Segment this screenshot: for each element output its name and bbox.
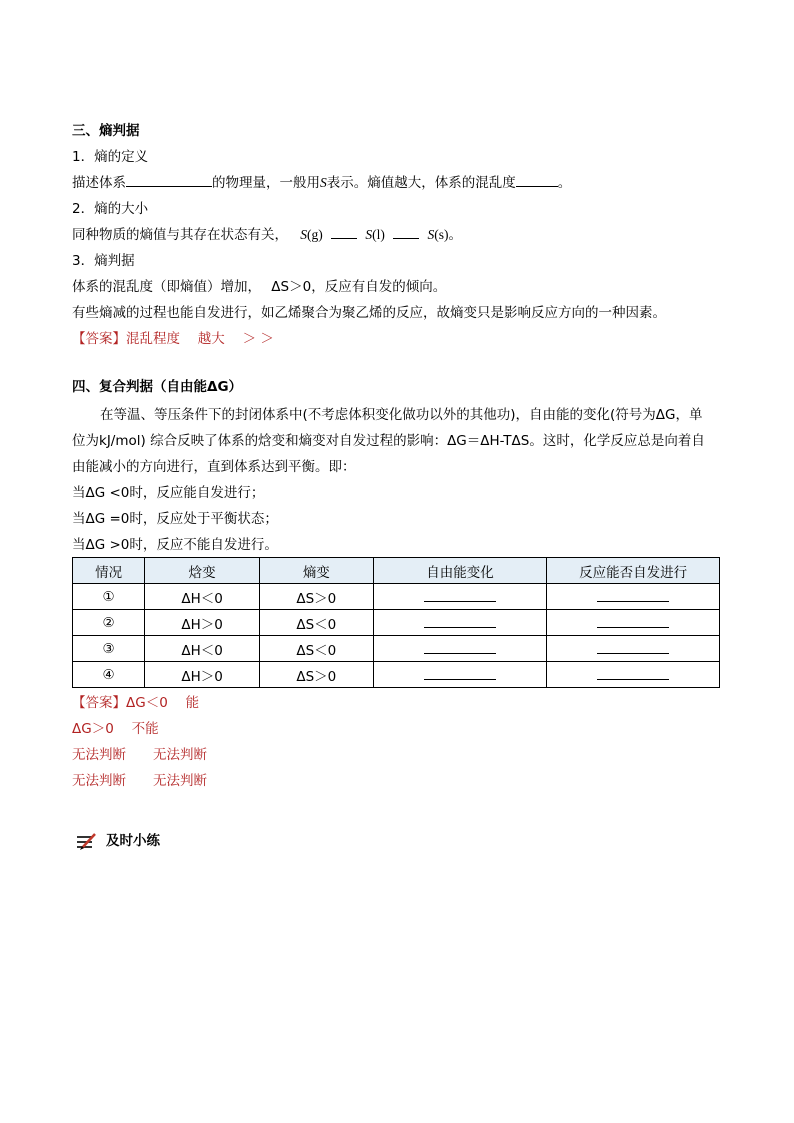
- header-free-energy: 自由能变化: [373, 558, 547, 584]
- para-line-2: 位为kJ/mol) 综合反映了体系的焓变和熵变对自发过程的影响：ΔG＝ΔH-TΔS。这时，化学反应总是向着自: [72, 433, 705, 449]
- blank-4[interactable]: [393, 226, 419, 239]
- section4-answer-1: [72, 694, 199, 712]
- cell-ds: ΔS＜0: [259, 610, 373, 636]
- cell-spontaneous-blank[interactable]: [547, 662, 720, 688]
- section3-sub1: 1．熵的定义: [72, 149, 149, 165]
- cell-free-energy-blank[interactable]: [373, 636, 547, 662]
- def-text-b: 的物理量，一般用: [212, 175, 320, 191]
- size-s-l: S: [365, 227, 373, 242]
- header-entropy: 熵变: [259, 558, 373, 584]
- section4-answer-2: ΔG＞0 不能: [72, 721, 159, 737]
- blank-1[interactable]: [126, 174, 212, 187]
- size-l: (l): [372, 227, 385, 242]
- cell-spontaneous-blank[interactable]: [547, 636, 720, 662]
- section4-title: 四、复合判据（自由能ΔG）: [72, 379, 243, 395]
- table-row: [73, 636, 720, 662]
- header-enthalpy: 焓变: [145, 558, 260, 584]
- entropy-note: 有些熵减的过程也能自发进行，如乙烯聚合为聚乙烯的反应，故熵变只是影响反应方向的一种因素。: [72, 305, 666, 321]
- cell-dh: ΔH＞0: [145, 610, 260, 636]
- cell-dh: ΔH＜0: [145, 584, 260, 610]
- table-row: [73, 610, 720, 636]
- section3-answer: [72, 330, 274, 348]
- def-text-c: 表示。熵值越大，体系的混乱度: [326, 175, 516, 191]
- section3-sub2: 2．熵的大小: [72, 201, 149, 217]
- cell-free-energy-blank[interactable]: [373, 610, 547, 636]
- practice-title: 及时小练: [106, 833, 160, 849]
- entropy-size: [72, 226, 462, 244]
- crit-text-a: 体系的混乱度（即熵值）增加，: [72, 279, 261, 295]
- header-case: 情况: [73, 558, 145, 584]
- section4-answer-3: 无法判断 无法判断: [72, 747, 207, 763]
- cell-ds: ΔS＞0: [259, 584, 373, 610]
- cell-case: ③: [73, 636, 145, 662]
- cell-free-energy-blank[interactable]: [373, 584, 547, 610]
- answer-line-1: ΔG＜0 能: [126, 695, 200, 711]
- section3-title: 三、熵判据: [72, 123, 140, 139]
- size-s: (s)。: [434, 227, 462, 242]
- crit-delta-s: ΔS: [271, 279, 290, 295]
- def-symbol-s: S: [320, 175, 327, 190]
- cell-dh: ΔH＞0: [145, 662, 260, 688]
- cell-case: ②: [73, 610, 145, 636]
- size-s-s: S: [427, 227, 435, 242]
- table-row: [73, 584, 720, 610]
- blank-2[interactable]: [516, 174, 558, 187]
- size-text-a: 同种物质的熵值与其存在状态有关，: [72, 227, 288, 243]
- cell-free-energy-blank[interactable]: [373, 662, 547, 688]
- section4-answer-4: 无法判断 无法判断: [72, 773, 207, 789]
- cell-spontaneous-blank[interactable]: [547, 610, 720, 636]
- header-spontaneous: 反应能否自发进行: [547, 558, 720, 584]
- answer-tag: 【答案】: [72, 695, 126, 711]
- def-text-d: 。: [557, 175, 572, 191]
- cell-ds: ΔS＞0: [259, 662, 373, 688]
- crit-text-c: ＞0，反应有自发的倾向。: [289, 279, 447, 295]
- cell-spontaneous-blank[interactable]: [547, 584, 720, 610]
- answer-text: 混乱程度 越大 ＞ ＞: [126, 331, 274, 347]
- size-s-g: S: [300, 227, 308, 242]
- entropy-criterion: [72, 278, 446, 296]
- condition-3: 当ΔG >0时，反应不能自发进行。: [72, 537, 278, 553]
- condition-1: 当ΔG <0时，反应能自发进行；: [72, 485, 265, 501]
- table-row: [73, 662, 720, 688]
- para-line-3: 由能减小的方向进行，直到体系达到平衡。即：: [72, 459, 356, 475]
- free-energy-table: [72, 557, 720, 688]
- answer-tag: 【答案】: [72, 331, 126, 347]
- condition-2: 当ΔG =0时，反应处于平衡状态；: [72, 511, 278, 527]
- cell-case: ①: [73, 584, 145, 610]
- section3-sub3: 3．熵判据: [72, 253, 135, 269]
- entropy-definition: [72, 174, 571, 192]
- table-header-row: [73, 558, 720, 584]
- def-text-a: 描述体系: [72, 175, 126, 191]
- size-g: (g): [307, 227, 323, 242]
- para-line-1: 在等温、等压条件下的封闭体系中(不考虑体积变化做功以外的其他功)，自由能的变化(符号为ΔG，单: [100, 407, 703, 423]
- cell-case: ④: [73, 662, 145, 688]
- pencil-icon: [76, 832, 98, 850]
- cell-ds: ΔS＜0: [259, 636, 373, 662]
- blank-3[interactable]: [331, 226, 357, 239]
- cell-dh: ΔH＜0: [145, 636, 260, 662]
